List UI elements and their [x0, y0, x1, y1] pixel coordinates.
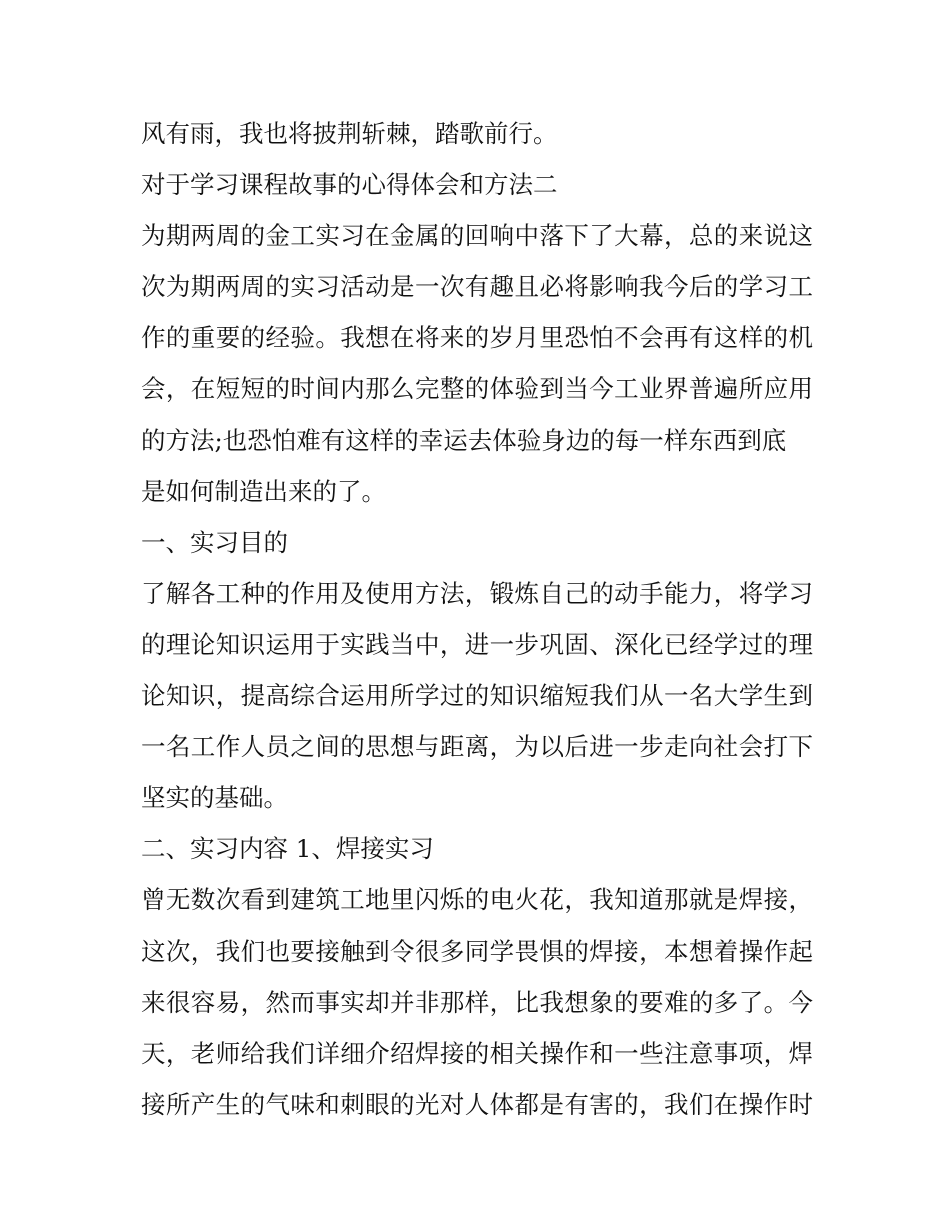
text-line: 是如何制造出来的了。 — [141, 476, 386, 506]
text-line: 这次，我们也要接触到令很多同学畏惧的焊接，本想着操作起 — [141, 936, 813, 966]
text-line: 的理论知识运用于实践当中，进一步巩固、深化已经学过的理 — [141, 629, 813, 659]
text-line: 会，在短短的时间内那么完整的体验到当今工业界普遍所应用 — [141, 374, 813, 404]
text-line: 接所产生的气味和刺眼的光对人体都是有害的，我们在操作时 — [141, 1089, 813, 1119]
text-line: 了解各工种的作用及使用方法，锻炼自己的动手能力，将学习 — [141, 578, 813, 608]
document-body — [141, 108, 813, 1130]
text-line: 坚实的基础。 — [141, 783, 288, 813]
text-line: 曾无数次看到建筑工地里闪烁的电火花，我知道那就是焊接， — [141, 885, 813, 915]
text-line: 二、实习内容 1、焊接实习 — [141, 834, 434, 864]
text-line: 一、实习目的 — [141, 527, 288, 557]
text-line: 作的重要的经验。我想在将来的岁月里恐怕不会再有这样的机 — [141, 323, 813, 353]
text-line: 的方法;也恐怕难有这样的幸运去体验身边的每一样东西到底 — [141, 425, 787, 455]
text-line: 风有雨，我也将披荆斩棘，踏歌前行。 — [141, 119, 558, 148]
text-line: 一名工作人员之间的思想与距离，为以后进一步走向社会打下 — [141, 732, 813, 762]
text-line: 论知识，提高综合运用所学过的知识缩短我们从一名大学生到 — [141, 681, 813, 711]
text-line: 天，老师给我们详细介绍焊接的相关操作和一些注意事项，焊 — [141, 1038, 813, 1068]
text-line: 来很容易，然而事实却并非那样，比我想象的要难的多了。今 — [141, 987, 813, 1017]
text-line: 对于学习课程故事的心得体会和方法二 — [141, 170, 558, 200]
text-line: 为期两周的金工实习在金属的回响中落下了大幕，总的来说这 — [141, 221, 813, 251]
text-line: 次为期两周的实习活动是一次有趣且必将影响我今后的学习工 — [141, 272, 813, 302]
